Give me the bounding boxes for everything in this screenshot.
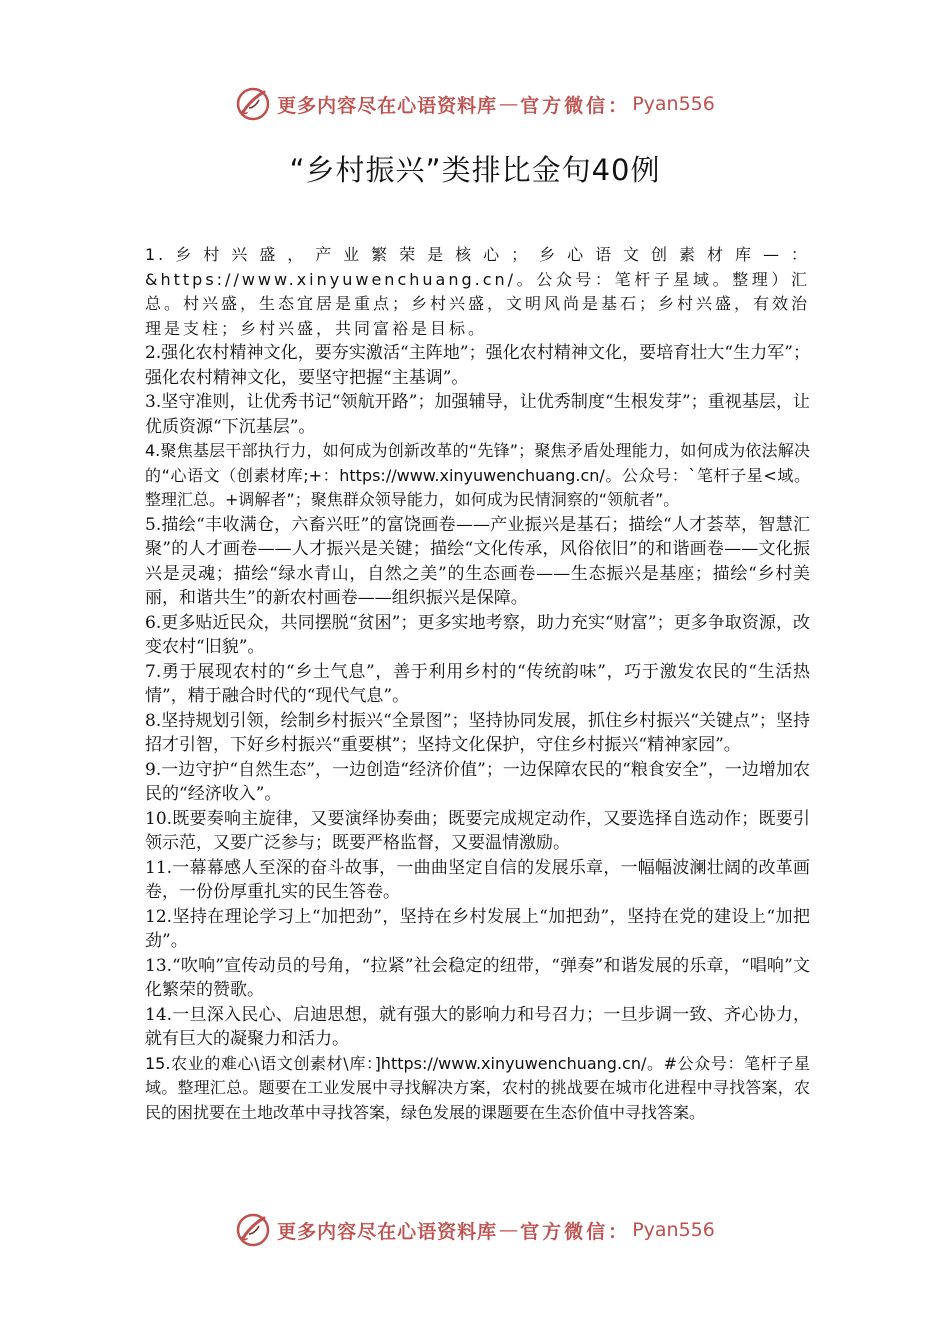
brush-logo-icon (235, 1212, 271, 1248)
brush-logo-icon (235, 86, 271, 122)
paragraph-14: 14.一旦深入民心、启迪思想，就有强大的影响力和号召力；一旦步调一致、齐心协力，就有巨大的凝聚力和活力。 (145, 1004, 810, 1049)
paragraph-6: 6.更多贴近民众，共同摆脱“贫困”；更多实地考察，助力充实“财富”；更多争取资源，改变农村“旧貌”。 (145, 612, 810, 657)
paragraph-1: 1.乡村兴盛，产业繁荣是核心；乡心语文创素材库—： &https://www.xinyuwenchuang.cn/。公众号：笔杆子星域。整理）汇总。村兴盛，生态宜居是重点；乡村兴盛，文明风尚是基石；乡村兴盛，有效治理是支柱；乡村兴盛，共同富裕是目标。 (145, 245, 811, 338)
footer-banner (0, 1208, 950, 1252)
banner-text: 更多内容尽在心语资料库 (277, 1220, 498, 1243)
paragraph-5: 5.描绘“丰收满仓，六畜兴旺”的富饶画卷——产业振兴是基石；描绘“人才荟萃，智慧汇聚”的人才画卷——人才振兴是关键；描绘“文化传承，风俗依旧”的和谐画卷——文化振兴是灵魂；描绘“绿水青山，自然之美”的生态画卷——生态振兴是基座；描绘“乡村美丽，和谐共生”的新农村画卷——组织振兴是保障。 (145, 514, 810, 608)
paragraph-8: 8.坚持规划引领，绘制乡村振兴“全景图”；坚持协同发展，抓住乡村振兴“关键点”；坚持招才引智，下好乡村振兴“重要棋”；坚持文化保护，守住乡村振兴“精神家园”。 (145, 710, 810, 755)
banner-wechat-id: Pyan556 (632, 93, 715, 115)
banner-wechat-id: Pyan556 (632, 1219, 715, 1241)
paragraph-9: 9.一边守护“自然生态”，一边创造“经济价值”；一边保障农民的“粮食安全”，一边增加农民的“经济收入”。 (145, 759, 810, 804)
paragraph-7: 7.勇于展现农村的“乡土气息”，善于利用乡村的“传统韵味”，巧于激发农民的“生活热情”，精于融合时代的“现代气息”。 (145, 661, 810, 706)
paragraph-13: 13.“吹响”宣传动员的号角，“拉紧”社会稳定的纽带，“弹奏”和谐发展的乐章，“唱响”文化繁荣的赞歌。 (145, 955, 810, 1000)
banner-official-label: 官方微信： (520, 94, 631, 117)
paragraph-10: 10.既要奏响主旋律，又要演绎协奏曲；既要完成规定动作，又要选择自选动作；既要引领示范，又要广泛参与；既要严格监督，又要温情激励。 (145, 808, 810, 853)
paragraph-2: 2.强化农村精神文化，要夯实激活“主阵地”；强化农村精神文化，要培育壮大“生力军”；强化农村精神文化，要坚守把握“主基调”。 (145, 343, 810, 388)
paragraph-4: 4.聚焦基层干部执行力，如何成为创新改革的“先锋”；聚焦矛盾处理能力，如何成为依法解决的“心语文（创素材库;+：https://www.xinyuwenchuang.cn/。公众号：`笔杆子星<域。整理汇总。+调解者”；聚焦群众领导能力，如何成为民情洞察的“领航者”。 (145, 441, 810, 509)
banner-text: 更多内容尽在心语资料库 (277, 94, 498, 117)
paragraph-3: 3.坚守准则，让优秀书记“领航开路”；加强辅导，让优秀制度“生根发芽”；重视基层，让优质资源“下沉基层”。 (145, 392, 810, 437)
banner-dash: — (499, 1219, 519, 1241)
document-body (145, 243, 810, 1125)
banner-official-label: 官方微信： (520, 1220, 631, 1243)
paragraph-11: 11.一幕幕感人至深的奋斗故事，一曲曲坚定自信的发展乐章，一幅幅波澜壮阔的改革画卷，一份份厚重扎实的民生答卷。 (145, 857, 810, 902)
header-banner (0, 82, 950, 126)
document-title: “乡村振兴”类排比金句40例 (289, 153, 661, 187)
paragraph-15: 15.农业的难心\语文创素材\库：]https://www.xinyuwenchuang.cn/。#公众号：笔杆子星域。整理汇总。题要在工业发展中寻找解决方案，农村的挑战要在城市化进程中寻找答案，农民的困扰要在土地改革中寻找答案，绿色发展的课题要在生态价值中寻找答案。 (145, 1053, 810, 1122)
banner-dash: — (499, 93, 519, 115)
paragraph-12: 12.坚持在理论学习上“加把劲”，坚持在乡村发展上“加把劲”，坚持在党的建设上“加把劲”。 (145, 906, 810, 951)
